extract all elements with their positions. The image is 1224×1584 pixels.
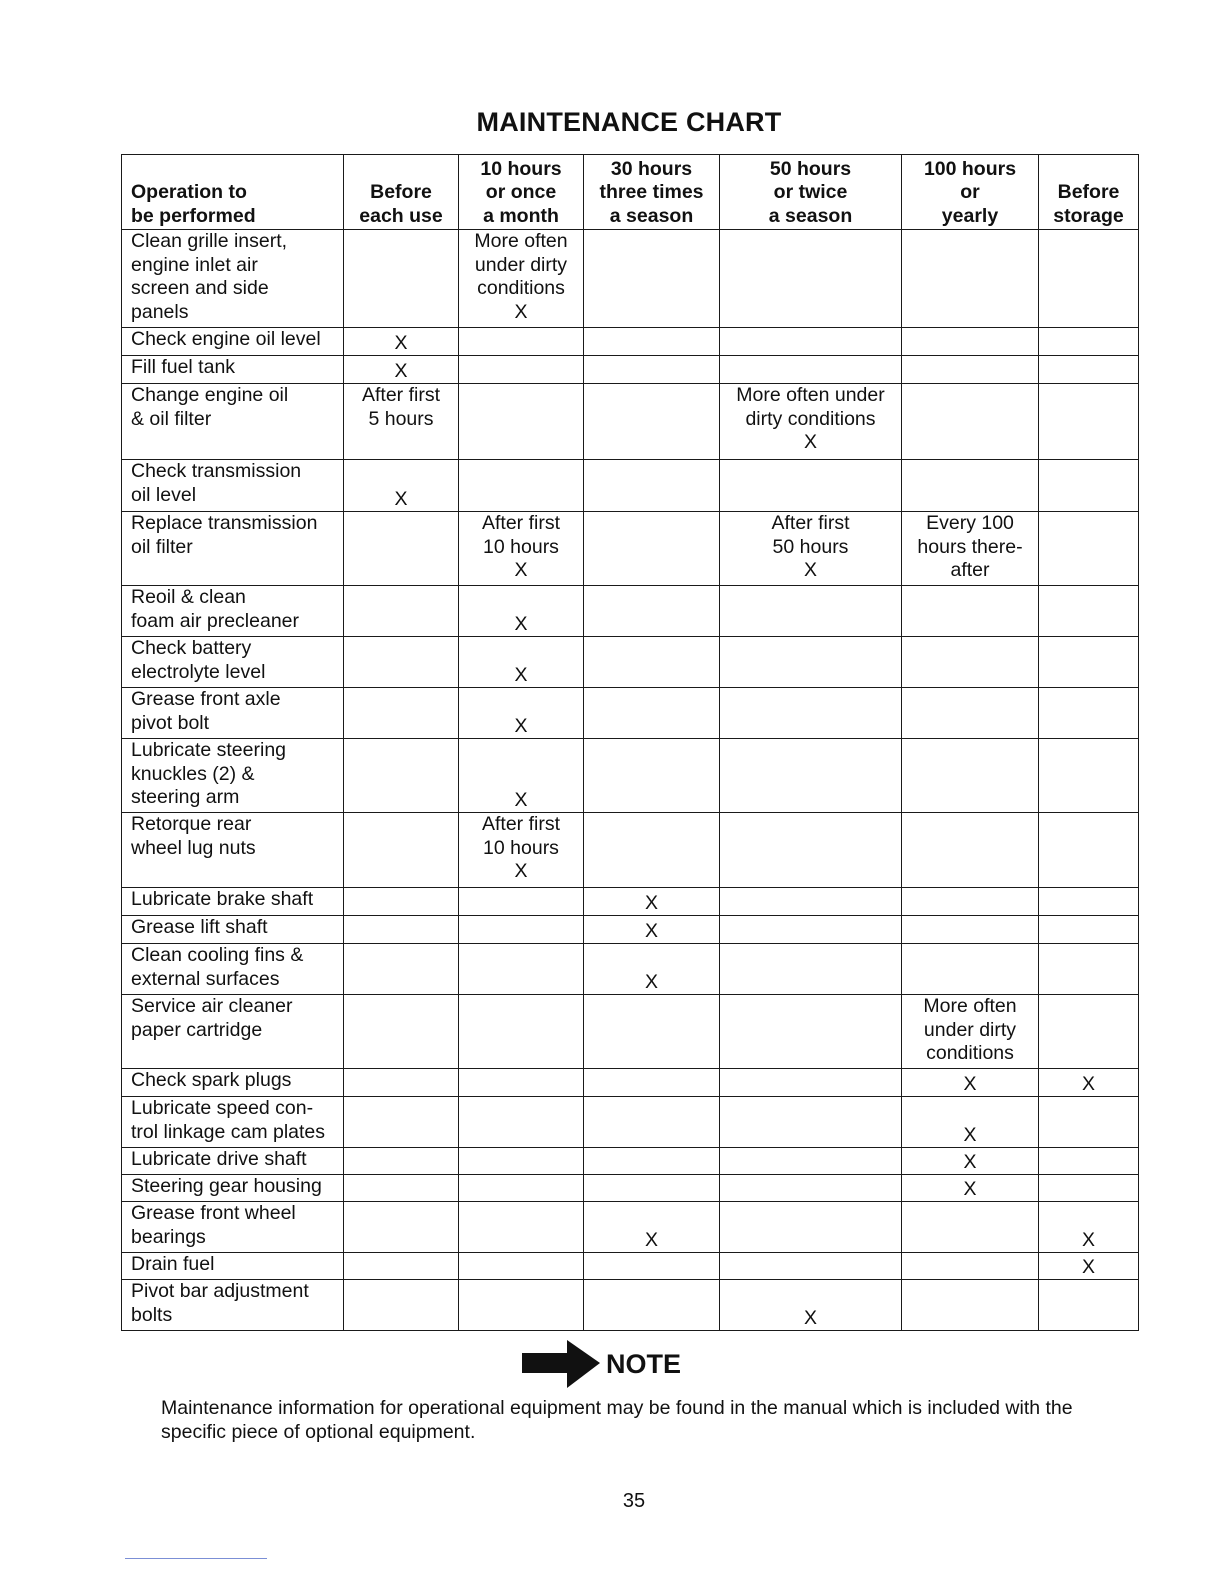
chart-title: MAINTENANCE CHART: [476, 107, 782, 137]
schedule-cell: [1039, 384, 1139, 460]
schedule-cell: X: [459, 688, 584, 739]
schedule-cell: [1039, 1097, 1139, 1148]
table-row: [122, 739, 1139, 813]
schedule-cell: [459, 1280, 584, 1331]
schedule-cell: [720, 230, 902, 328]
table-row: [122, 1280, 1139, 1331]
schedule-cell: [720, 356, 902, 384]
table-row: [122, 460, 1139, 512]
schedule-cell: [584, 1148, 720, 1175]
schedule-cell: X: [344, 460, 459, 512]
schedule-cell: After first 10 hours X: [459, 512, 584, 586]
schedule-cell: [459, 384, 584, 460]
schedule-cell: [1039, 1280, 1139, 1331]
column-header-50-hours: 50 hours or twice a season: [720, 155, 902, 230]
table-row: [122, 1175, 1139, 1202]
schedule-cell: X: [584, 1202, 720, 1253]
schedule-cell: [584, 1280, 720, 1331]
schedule-cell: [1039, 512, 1139, 586]
table-row: [122, 637, 1139, 688]
schedule-cell: [720, 637, 902, 688]
schedule-cell: X: [344, 356, 459, 384]
column-header-10-hours: 10 hours or once a month: [459, 155, 584, 230]
table-row: [122, 1097, 1139, 1148]
schedule-cell: [344, 1280, 459, 1331]
schedule-cell: After first 10 hours X: [459, 813, 584, 888]
schedule-cell: [344, 1175, 459, 1202]
column-header-before-storage: Before storage: [1039, 155, 1139, 230]
schedule-cell: [902, 1202, 1039, 1253]
operation-cell: Check engine oil level: [122, 328, 344, 356]
schedule-cell: [344, 995, 459, 1069]
schedule-cell: [720, 688, 902, 739]
schedule-cell: [344, 888, 459, 916]
schedule-cell: [1039, 637, 1139, 688]
schedule-cell: [902, 888, 1039, 916]
schedule-cell: [1039, 1175, 1139, 1202]
schedule-cell: [344, 637, 459, 688]
note-text: Maintenance information for operational equipment may be found in the manual which is included with the specific piece of optional equipment.: [161, 1397, 1073, 1443]
schedule-cell: X: [902, 1097, 1039, 1148]
table-row: [122, 1069, 1139, 1097]
operation-cell: Check transmission oil level: [122, 460, 344, 512]
table-row: [122, 356, 1139, 384]
column-header-operation: Operation to be performed: [122, 155, 344, 230]
schedule-cell: [1039, 356, 1139, 384]
schedule-cell: X: [584, 944, 720, 995]
schedule-cell: [459, 888, 584, 916]
table-row: [122, 586, 1139, 637]
schedule-cell: [584, 460, 720, 512]
schedule-cell: Every 100 hours there- after: [902, 512, 1039, 586]
schedule-cell: [1039, 888, 1139, 916]
operation-cell: Fill fuel tank: [122, 356, 344, 384]
schedule-cell: [1039, 460, 1139, 512]
operation-cell: Lubricate brake shaft: [122, 888, 344, 916]
schedule-cell: [720, 813, 902, 888]
schedule-cell: [902, 739, 1039, 813]
schedule-cell: [344, 586, 459, 637]
table-row: [122, 384, 1139, 460]
schedule-cell: [459, 916, 584, 944]
table-row: [122, 230, 1139, 328]
schedule-cell: [584, 1253, 720, 1280]
schedule-cell: [344, 1202, 459, 1253]
schedule-cell: [344, 1253, 459, 1280]
schedule-cell: [459, 1069, 584, 1097]
column-header-100-hours: 100 hours or yearly: [902, 155, 1039, 230]
schedule-cell: [1039, 1148, 1139, 1175]
schedule-cell: X: [902, 1069, 1039, 1097]
schedule-cell: [1039, 916, 1139, 944]
operation-cell: Check battery electrolyte level: [122, 637, 344, 688]
schedule-cell: [344, 739, 459, 813]
schedule-cell: [1039, 995, 1139, 1069]
table-row: [122, 813, 1139, 888]
schedule-cell: [344, 688, 459, 739]
schedule-cell: [459, 1253, 584, 1280]
schedule-cell: [720, 586, 902, 637]
schedule-cell: X: [1039, 1253, 1139, 1280]
schedule-cell: [344, 944, 459, 995]
schedule-cell: [1039, 230, 1139, 328]
schedule-cell: [902, 460, 1039, 512]
schedule-cell: [720, 1148, 902, 1175]
schedule-cell: X: [902, 1175, 1039, 1202]
schedule-cell: [584, 1175, 720, 1202]
operation-cell: Replace transmission oil filter: [122, 512, 344, 586]
table-row: [122, 888, 1139, 916]
operation-cell: Reoil & clean foam air precleaner: [122, 586, 344, 637]
note-label: NOTE: [606, 1348, 682, 1379]
schedule-cell: [902, 944, 1039, 995]
table-row: [122, 328, 1139, 356]
schedule-cell: [1039, 328, 1139, 356]
arrow-right-icon: [522, 1338, 602, 1390]
schedule-cell: [902, 328, 1039, 356]
operation-cell: Clean grille insert, engine inlet air screen and side panels: [122, 230, 344, 328]
column-header-before-each-use: Before each use: [344, 155, 459, 230]
note-heading: [522, 1338, 681, 1390]
schedule-cell: [902, 230, 1039, 328]
operation-cell: Lubricate drive shaft: [122, 1148, 344, 1175]
schedule-cell: [459, 995, 584, 1069]
schedule-cell: [902, 813, 1039, 888]
schedule-cell: X: [1039, 1202, 1139, 1253]
operation-cell: Service air cleaner paper cartridge: [122, 995, 344, 1069]
schedule-cell: [584, 512, 720, 586]
schedule-cell: [902, 1280, 1039, 1331]
schedule-cell: [344, 813, 459, 888]
schedule-cell: [584, 688, 720, 739]
table-row: [122, 512, 1139, 586]
schedule-cell: [344, 1069, 459, 1097]
schedule-cell: X: [902, 1148, 1039, 1175]
schedule-cell: [459, 1175, 584, 1202]
column-header-30-hours: 30 hours three times a season: [584, 155, 720, 230]
schedule-cell: [584, 637, 720, 688]
schedule-cell: [459, 1202, 584, 1253]
schedule-cell: More often under dirty conditions X: [720, 384, 902, 460]
schedule-cell: [720, 1253, 902, 1280]
schedule-cell: [720, 1175, 902, 1202]
schedule-cell: X: [459, 586, 584, 637]
schedule-cell: [459, 356, 584, 384]
schedule-cell: [584, 995, 720, 1069]
schedule-cell: [720, 328, 902, 356]
operation-cell: Lubricate steering knuckles (2) & steering arm: [122, 739, 344, 813]
table-row: [122, 944, 1139, 995]
table-row: [122, 688, 1139, 739]
schedule-cell: X: [584, 888, 720, 916]
operation-cell: Clean cooling fins & external surfaces: [122, 944, 344, 995]
schedule-cell: [459, 460, 584, 512]
table-row: [122, 1253, 1139, 1280]
schedule-cell: [902, 637, 1039, 688]
schedule-cell: [1039, 739, 1139, 813]
operation-cell: Pivot bar adjustment bolts: [122, 1280, 344, 1331]
table-row: [122, 1202, 1139, 1253]
schedule-cell: [902, 916, 1039, 944]
schedule-cell: [459, 1148, 584, 1175]
operation-cell: Lubricate speed con- trol linkage cam plates: [122, 1097, 344, 1148]
schedule-cell: X: [1039, 1069, 1139, 1097]
operation-cell: Retorque rear wheel lug nuts: [122, 813, 344, 888]
schedule-cell: After first 5 hours: [344, 384, 459, 460]
schedule-cell: [584, 1097, 720, 1148]
schedule-cell: [720, 739, 902, 813]
schedule-cell: [720, 995, 902, 1069]
operation-cell: Change engine oil & oil filter: [122, 384, 344, 460]
table-row: [122, 916, 1139, 944]
schedule-cell: [720, 1202, 902, 1253]
operation-cell: Check spark plugs: [122, 1069, 344, 1097]
schedule-cell: [902, 688, 1039, 739]
operation-cell: Grease lift shaft: [122, 916, 344, 944]
schedule-cell: [720, 1069, 902, 1097]
schedule-cell: [459, 944, 584, 995]
table-row: [122, 995, 1139, 1069]
schedule-cell: [720, 916, 902, 944]
schedule-cell: [344, 916, 459, 944]
schedule-cell: [459, 1097, 584, 1148]
schedule-cell: [584, 813, 720, 888]
schedule-cell: [1039, 944, 1139, 995]
maintenance-table: [121, 154, 1139, 1331]
schedule-cell: X: [584, 916, 720, 944]
schedule-cell: [459, 328, 584, 356]
schedule-cell: X: [459, 637, 584, 688]
schedule-cell: [1039, 586, 1139, 637]
schedule-cell: [902, 586, 1039, 637]
operation-cell: Drain fuel: [122, 1253, 344, 1280]
schedule-cell: After first 50 hours X: [720, 512, 902, 586]
schedule-cell: [344, 1097, 459, 1148]
schedule-cell: [720, 1097, 902, 1148]
operation-cell: Steering gear housing: [122, 1175, 344, 1202]
schedule-cell: [344, 512, 459, 586]
page-number: 35: [622, 1490, 646, 1512]
schedule-cell: [720, 460, 902, 512]
schedule-cell: [584, 1069, 720, 1097]
schedule-cell: X: [459, 739, 584, 813]
table-row: [122, 1148, 1139, 1175]
schedule-cell: X: [344, 328, 459, 356]
operation-cell: Grease front axle pivot bolt: [122, 688, 344, 739]
schedule-cell: X: [720, 1280, 902, 1331]
schedule-cell: [584, 384, 720, 460]
schedule-cell: [902, 384, 1039, 460]
schedule-cell: [584, 586, 720, 637]
schedule-cell: [344, 1148, 459, 1175]
header-row: [122, 155, 1139, 230]
schedule-cell: [1039, 688, 1139, 739]
operation-cell: Grease front wheel bearings: [122, 1202, 344, 1253]
schedule-cell: [584, 328, 720, 356]
schedule-cell: [344, 230, 459, 328]
schedule-cell: [720, 888, 902, 916]
schedule-cell: More often under dirty conditions: [902, 995, 1039, 1069]
schedule-cell: [584, 356, 720, 384]
schedule-cell: [584, 230, 720, 328]
footer-divider: [125, 1558, 267, 1559]
schedule-cell: [584, 739, 720, 813]
schedule-cell: [1039, 813, 1139, 888]
schedule-cell: [720, 944, 902, 995]
schedule-cell: More often under dirty conditions X: [459, 230, 584, 328]
schedule-cell: [902, 356, 1039, 384]
schedule-cell: [902, 1253, 1039, 1280]
